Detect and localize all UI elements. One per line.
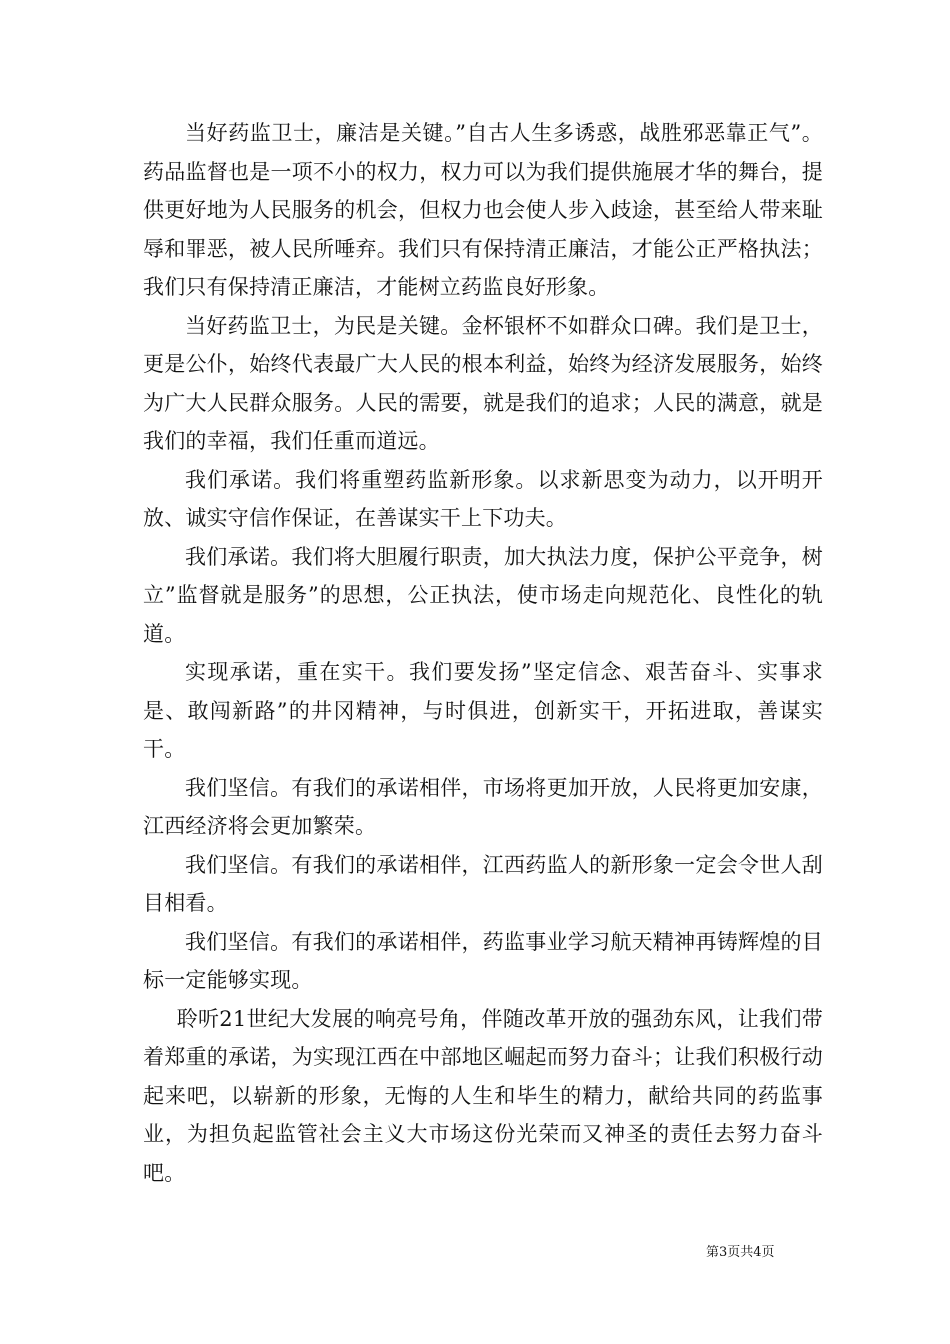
paragraph-believe-image: 我们坚信。有我们的承诺相伴，江西药监人的新形象一定会令世人刮目相看。 [143, 852, 823, 915]
paragraph-promise-image: 我们承诺。我们将重塑药监新形象。以求新思变为动力，以开明开放、诚实守信作保证，在善谋实干上下功夫。 [143, 467, 823, 530]
paragraph-believe-market: 我们坚信。有我们的承诺相伴，市场将更加开放，人民将更加安康，江西经济将会更加繁荣。 [143, 775, 823, 838]
paragraph-closing: 聆听21世纪大发展的响亮号角，伴随改革开放的强劲东风，让我们带着郑重的承诺，为实现江西在中部地区崛起而努力奋斗；让我们积极行动起来吧，以崭新的形象，无悔的人生和毕生的精力，献给共同的药监事业，为担负起监管社会主义大市场这份光荣而又神圣的责任去努力奋斗吧。 [143, 1006, 823, 1185]
document-body [143, 114, 823, 1192]
paragraph-serve-people: 当好药监卫士，为民是关键。金杯银杯不如群众口碑。我们是卫士，更是公仆，始终代表最广大人民的根本利益，始终为经济发展服务，始终为广大人民群众服务。人民的需要，就是我们的追求；人民的满意，就是我们的幸福，我们任重而道远。 [143, 313, 823, 453]
paragraph-believe-goal: 我们坚信。有我们的承诺相伴，药监事业学习航天精神再铸辉煌的目标一定能够实现。 [143, 929, 823, 992]
paragraph-promise-duty: 我们承诺。我们将大胆履行职责，加大执法力度，保护公平竞争，树立”监督就是服务”的思想，公正执法，使市场走向规范化、良性化的轨道。 [143, 544, 823, 646]
paragraph-realize-promise: 实现承诺，重在实干。我们要发扬”坚定信念、艰苦奋斗、实事求是、敢闯新路”的井冈精神，与时俱进，创新实干，开拓进取，善谋实干。 [143, 660, 823, 761]
page-number-footer: 第3页共4页 [706, 1245, 775, 1260]
paragraph-integrity: 当好药监卫士，廉洁是关键。”自古人生多诱惑，战胜邪恶靠正气”。药品监督也是一项不小的权力，权力可以为我们提供施展才华的舞台，提供更好地为人民服务的机会，但权力也会使人步入歧途，甚至给人带来耻辱和罪恶，被人民所唾弃。我们只有保持清正廉洁，才能公正严格执法；我们只有保持清正廉洁，才能树立药监良好形象。 [143, 121, 823, 299]
